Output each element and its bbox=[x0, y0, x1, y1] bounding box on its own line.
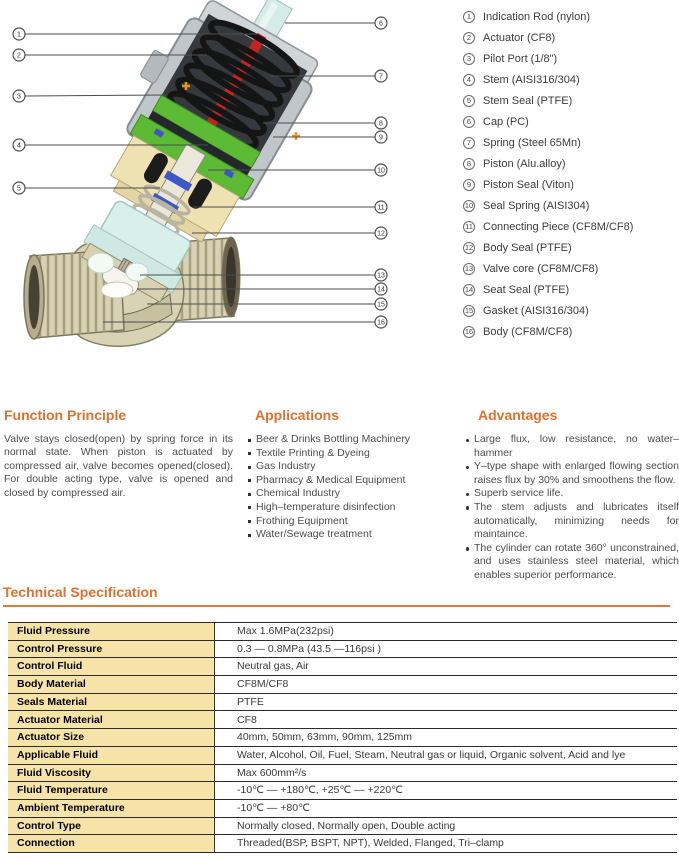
part-number-badge: 1 bbox=[463, 11, 475, 23]
part-label: Piston Seal (Viton) bbox=[483, 179, 574, 191]
table-row bbox=[8, 782, 677, 800]
tech-spec-rule bbox=[3, 605, 670, 607]
spec-label: Fluid Viscosity bbox=[8, 764, 215, 782]
part-number-badge: 7 bbox=[463, 137, 475, 149]
part-label: Cap (PC) bbox=[483, 116, 529, 128]
svg-text:13: 13 bbox=[377, 272, 385, 280]
svg-text:4: 4 bbox=[17, 142, 21, 150]
part-label: Seat Seal (PTFE) bbox=[483, 284, 570, 296]
table-row bbox=[8, 817, 677, 835]
function-principle-body: Valve stays closed(open) by spring force in its normal state. When piston is actuated by compressed air, valve becomes opened(closed). For double acting type, valve is opened and closed by compressed air. bbox=[4, 433, 233, 499]
part-label: Body Seal (PTFE) bbox=[483, 242, 572, 254]
table-row bbox=[8, 729, 677, 747]
table-row bbox=[8, 693, 677, 711]
spec-value: CF8 bbox=[215, 711, 678, 729]
table-row bbox=[8, 764, 677, 782]
part-number-badge: 6 bbox=[463, 116, 475, 128]
parts-list-item bbox=[463, 11, 633, 23]
spec-value: Max 600mm²/s bbox=[215, 764, 678, 782]
part-label: Spring (Steel 65Mn) bbox=[483, 137, 581, 149]
application-item: Beer & Drinks Bottling Machinery bbox=[247, 433, 462, 447]
advantages-title: Advantages bbox=[478, 407, 558, 423]
applications-title: Applications bbox=[255, 407, 340, 423]
spec-value: Neutral gas, Air bbox=[215, 658, 678, 676]
svg-text:11: 11 bbox=[377, 204, 385, 212]
application-item: Chemical Industry bbox=[247, 487, 462, 501]
part-label: Body (CF8M/CF8) bbox=[483, 326, 573, 338]
valve-cutaway-diagram bbox=[0, 0, 460, 390]
parts-list-item bbox=[463, 263, 633, 275]
spec-value: -10℃ — +80℃ bbox=[215, 799, 678, 817]
application-item: Frothing Equipment bbox=[247, 515, 462, 529]
part-label: Piston (Alu.alloy) bbox=[483, 158, 566, 170]
table-row bbox=[8, 711, 677, 729]
part-label: Pilot Port (1/8") bbox=[483, 53, 558, 65]
spec-value: Water, Alcohol, Oil, Fuel, Steam, Neutral gas or liquid, Organic solvent, Acid and lye bbox=[215, 746, 678, 764]
advantage-item: The cylinder can rotate 360° unconstrained, and uses stainless steel material, which enables superior performance. bbox=[465, 542, 679, 583]
advantage-item: Large flux, low resistance, no water–hammer bbox=[465, 433, 679, 460]
spec-label: Actuator Material bbox=[8, 711, 215, 729]
parts-list-item bbox=[463, 305, 633, 317]
spec-label: Ambient Temperature bbox=[8, 799, 215, 817]
callout-6 bbox=[285, 17, 387, 29]
svg-text:15: 15 bbox=[377, 301, 385, 309]
spec-value: 0.3 — 0.8MPa (43.5 —116psi ) bbox=[215, 640, 678, 658]
part-label: Valve core (CF8M/CF8) bbox=[483, 263, 599, 275]
svg-text:5: 5 bbox=[17, 185, 21, 193]
spec-label: Fluid Temperature bbox=[8, 782, 215, 800]
part-label: Stem Seal (PTFE) bbox=[483, 95, 573, 107]
svg-text:8: 8 bbox=[379, 120, 383, 128]
spec-value: Max 1.6MPa(232psi) bbox=[215, 623, 678, 641]
part-label: Connecting Piece (CF8M/CF8) bbox=[483, 221, 634, 233]
svg-text:1: 1 bbox=[17, 31, 21, 39]
svg-text:7: 7 bbox=[379, 73, 383, 81]
parts-list bbox=[463, 11, 633, 347]
part-number-badge: 9 bbox=[463, 179, 475, 191]
spec-label: Control Pressure bbox=[8, 640, 215, 658]
parts-list-item bbox=[463, 32, 633, 44]
part-number-badge: 15 bbox=[464, 306, 474, 315]
part-number-badge: 14 bbox=[464, 285, 474, 294]
spec-value: -10℃ — +180℃, +25℃ — +220℃ bbox=[215, 782, 678, 800]
spec-value: PTFE bbox=[215, 693, 678, 711]
part-label: Gasket (AISI316/304) bbox=[483, 305, 589, 317]
parts-list-item bbox=[463, 179, 633, 191]
part-label: Seal Spring (AISI304) bbox=[483, 200, 590, 212]
spec-label: Seals Material bbox=[8, 693, 215, 711]
advantage-item: Superb service life. bbox=[465, 487, 679, 501]
callout-9 bbox=[273, 131, 387, 143]
advantage-item: The stem adjusts and lubricates itself automatically, minimizing needs for maintaince. bbox=[465, 501, 679, 542]
svg-text:6: 6 bbox=[379, 20, 383, 28]
table-row bbox=[8, 799, 677, 817]
part-number-badge: 12 bbox=[464, 243, 474, 252]
svg-text:16: 16 bbox=[377, 319, 385, 327]
applications-section bbox=[247, 407, 462, 542]
application-item: High–temperature disinfection bbox=[247, 501, 462, 515]
table-row bbox=[8, 658, 677, 676]
svg-text:9: 9 bbox=[379, 134, 383, 142]
advantages-section bbox=[465, 407, 679, 583]
part-number-badge: 8 bbox=[463, 158, 475, 170]
part-number-badge: 3 bbox=[463, 53, 475, 65]
part-label: Stem (AISI316/304) bbox=[483, 74, 580, 86]
spec-label: Body Material bbox=[8, 676, 215, 694]
tech-spec-title: Technical Specification bbox=[3, 584, 158, 600]
spec-value: Threaded(BSP, BSPT, NPT), Welded, Flanged, Tri–clamp bbox=[215, 835, 678, 853]
svg-text:2: 2 bbox=[17, 52, 21, 60]
function-principle-title: Function Principle bbox=[4, 407, 127, 423]
table-row bbox=[8, 746, 677, 764]
svg-text:3: 3 bbox=[17, 93, 21, 101]
parts-list-item bbox=[463, 53, 633, 65]
parts-list-item bbox=[463, 137, 633, 149]
part-number-badge: 10 bbox=[464, 201, 474, 210]
table-row bbox=[8, 640, 677, 658]
parts-list-item bbox=[463, 242, 633, 254]
part-number-badge: 5 bbox=[463, 95, 475, 107]
spec-label: Connection bbox=[8, 835, 215, 853]
parts-list-item bbox=[463, 95, 633, 107]
spec-label: Actuator Size bbox=[8, 729, 215, 747]
part-number-badge: 2 bbox=[463, 32, 475, 44]
table-row bbox=[8, 676, 677, 694]
parts-list-item bbox=[463, 200, 633, 212]
tech-spec-table bbox=[8, 622, 677, 853]
parts-list-item bbox=[463, 284, 633, 296]
part-label: Actuator (CF8) bbox=[483, 32, 556, 44]
svg-text:12: 12 bbox=[377, 230, 385, 238]
application-item: Textile Printing & Dyeing bbox=[247, 447, 462, 461]
parts-list-item bbox=[463, 116, 633, 128]
table-row bbox=[8, 835, 677, 853]
application-item: Water/Sewage treatment bbox=[247, 528, 462, 542]
advantage-item: Y–type shape with enlarged flowing section raises flux by 30% and smoothens the flow. bbox=[465, 460, 679, 487]
spec-label: Control Type bbox=[8, 817, 215, 835]
table-row bbox=[8, 623, 677, 641]
spec-value: 40mm, 50mm, 63mm, 90mm, 125mm bbox=[215, 729, 678, 747]
parts-list-item bbox=[463, 158, 633, 170]
parts-list-item bbox=[463, 326, 633, 338]
svg-text:10: 10 bbox=[377, 167, 385, 175]
svg-text:14: 14 bbox=[377, 286, 385, 294]
function-principle-section bbox=[4, 407, 233, 500]
application-item: Pharmacy & Medical Equipment bbox=[247, 474, 462, 488]
part-number-badge: 4 bbox=[463, 74, 475, 86]
part-number-badge: 11 bbox=[463, 221, 475, 233]
application-item: Gas Industry bbox=[247, 460, 462, 474]
part-label: Indication Rod (nylon) bbox=[483, 11, 591, 23]
spec-value: CF8M/CF8 bbox=[215, 676, 678, 694]
parts-list-item bbox=[463, 221, 633, 233]
part-number-badge: 16 bbox=[464, 327, 474, 336]
spec-label: Control Fluid bbox=[8, 658, 215, 676]
spec-value: Normally closed, Normally open, Double acting bbox=[215, 817, 678, 835]
part-number-badge: 13 bbox=[464, 264, 474, 273]
parts-list-item bbox=[463, 74, 633, 86]
spec-label: Fluid Pressure bbox=[8, 623, 215, 641]
spec-label: Applicable Fluid bbox=[8, 746, 215, 764]
